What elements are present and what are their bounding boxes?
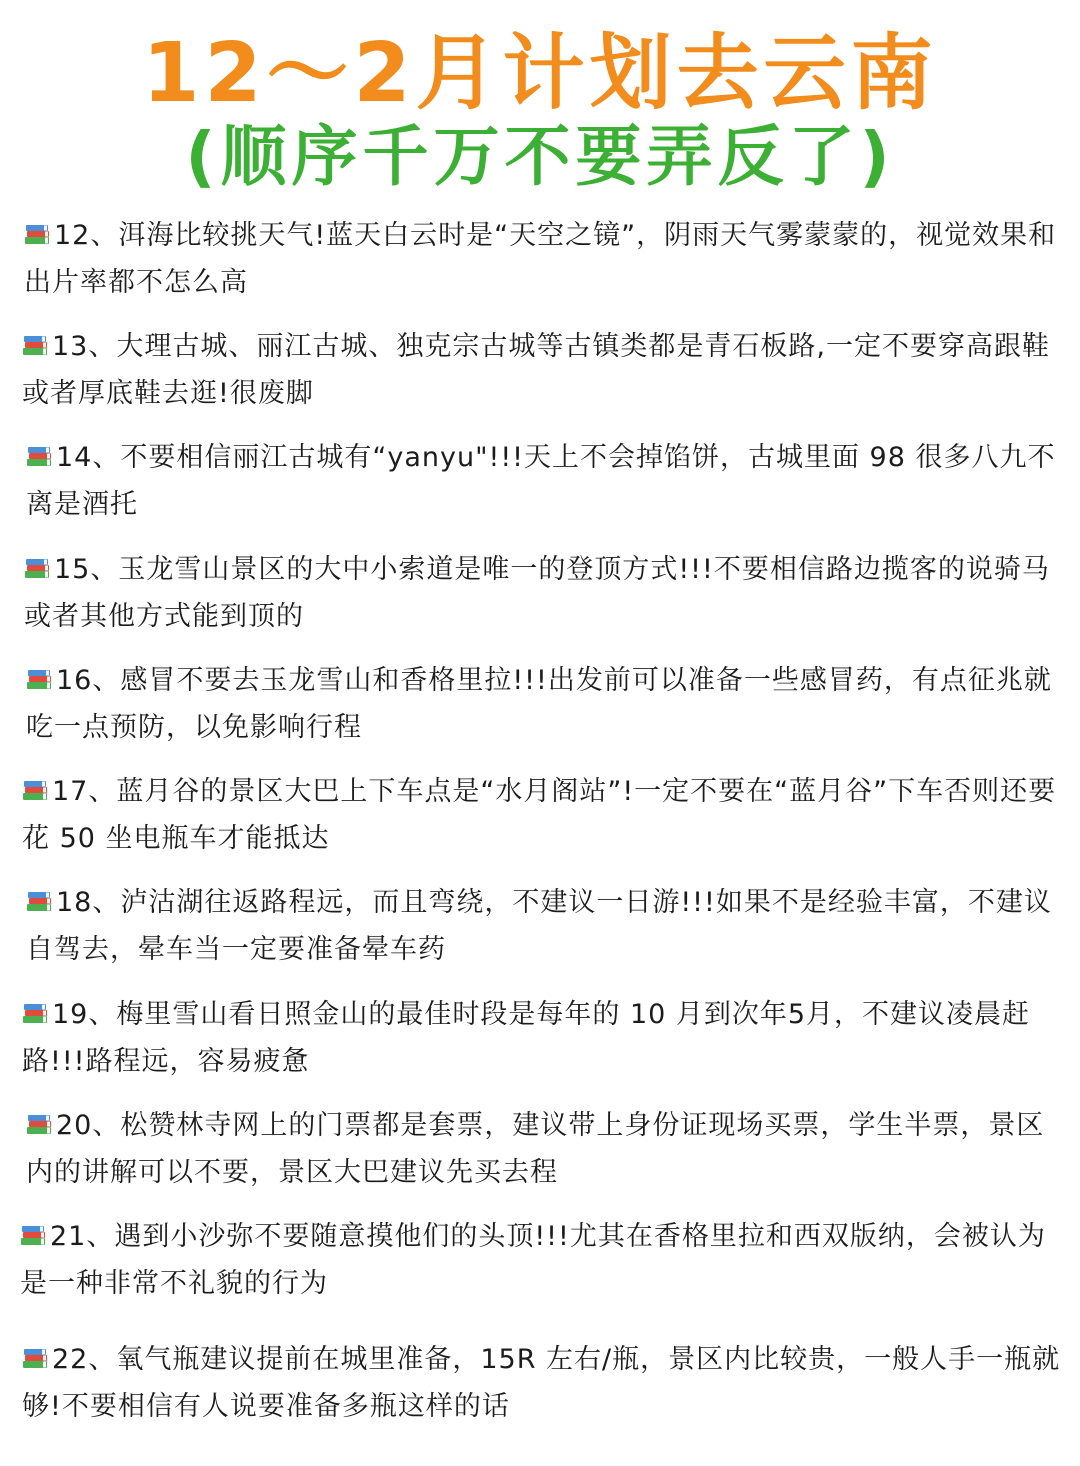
- books-icon: [26, 668, 54, 692]
- books-icon: [20, 1224, 48, 1248]
- tip-item: [22, 323, 1062, 417]
- books-icon: [24, 223, 52, 247]
- tip-text: 19、梅里雪山看日照金山的最佳时段是每年的 10 月到次年5月，不建议凌晨赶路!!!路程远，容易疲惫: [22, 999, 1031, 1077]
- tip-text: 12、洱海比较挑天气!蓝天白云时是“天空之镜”，阴雨天气雾蒙蒙的，视觉效果和出片率都不怎么高: [24, 220, 1057, 298]
- books-icon: [22, 334, 50, 358]
- tip-item: [24, 212, 1064, 306]
- tip-text: 21、遇到小沙弥不要随意摸他们的头顶!!!尤其在香格里拉和西双版纳，会被认为是一种非常不礼貌的行为: [20, 1221, 1046, 1299]
- books-icon: [26, 1113, 54, 1137]
- books-icon: [26, 445, 54, 469]
- tip-item: [26, 879, 1066, 973]
- tip-text: 17、蓝月谷的景区大巴上下车点是“水月阁站”!一定不要在“蓝月谷”下车否则还要花 50 坐电瓶车才能抵达: [22, 776, 1057, 854]
- books-icon: [26, 890, 54, 914]
- tip-item: [24, 546, 1064, 640]
- tip-text: 16、感冒不要去玉龙雪山和香格里拉!!!出发前可以准备一些感冒药，有点征兆就吃一点预防，以免影响行程: [26, 665, 1052, 743]
- tip-text: 20、松赞林寺网上的门票都是套票，建议带上身份证现场买票，学生半票，景区内的讲解可以不要，景区大巴建议先买去程: [26, 1110, 1045, 1188]
- tip-item: [22, 991, 1062, 1085]
- books-icon: [22, 1347, 50, 1371]
- tip-text: 15、玉龙雪山景区的大中小索道是唯一的登顶方式!!!不要相信路边揽客的说骑马或者其他方式能到顶的: [24, 554, 1050, 632]
- books-icon: [22, 1002, 50, 1026]
- tip-item: [26, 657, 1066, 751]
- tip-text: 13、大理古城、丽江古城、独克宗古城等古镇类都是青石板路,一定不要穿高跟鞋或者厚底鞋去逛!很废脚: [22, 331, 1050, 409]
- tip-item: [22, 1336, 1062, 1430]
- books-icon: [24, 557, 52, 581]
- tip-item: [26, 1102, 1066, 1196]
- books-icon: [22, 779, 50, 803]
- tip-item: [26, 434, 1066, 528]
- tip-item: [22, 768, 1062, 862]
- page-subtitle: (顺序千万不要弄反了): [185, 118, 895, 195]
- page-title: 12～2月计划去云南: [142, 26, 938, 121]
- tip-text: 14、不要相信丽江古城有“yanyu"!!!天上不会掉馅饼，古城里面 98 很多八九不离是酒托: [26, 442, 1056, 520]
- tip-item: [20, 1213, 1060, 1307]
- tip-text: 22、氧气瓶建议提前在城里准备，15R 左右/瓶，景区内比较贵，一般人手一瓶就够!不要相信有人说要准备多瓶这样的话: [22, 1344, 1061, 1422]
- tip-text: 18、泸沽湖往返路程远，而且弯绕，不建议一日游!!!如果不是经验丰富，不建议自驾去，晕车当一定要准备晕车药: [26, 887, 1052, 965]
